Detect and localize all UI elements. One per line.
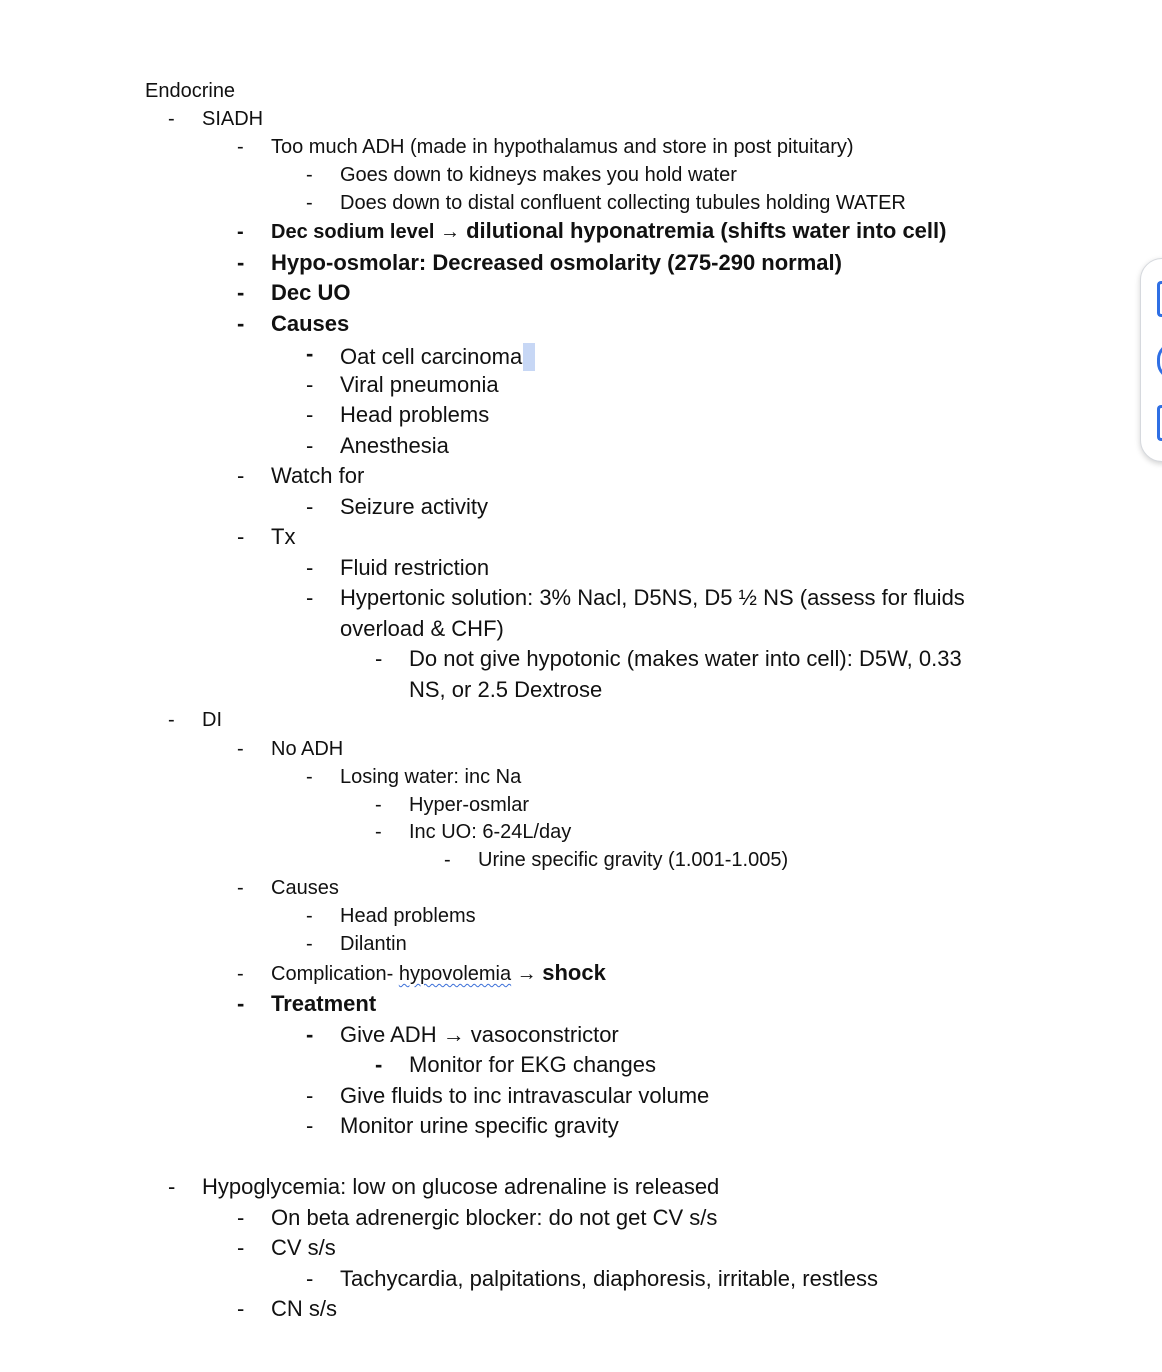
hypoglycemia-beta-blocker: On beta adrenergic blocker: do not get CV s/s: [271, 1205, 718, 1230]
bullet: -: [306, 164, 313, 186]
siadh-cause-item: Head problems: [340, 402, 490, 427]
siadh-watch-item: Seizure activity: [340, 494, 488, 519]
siadh-hypo-osmolar: Hypo-osmolar: Decreased osmolarity (275-290 normal): [271, 250, 842, 275]
bullet: -: [306, 1083, 314, 1108]
hypoglycemia-cn-label: CN s/s: [271, 1296, 337, 1321]
siadh-tx-fluid-restriction: Fluid restriction: [340, 555, 490, 580]
siadh-cause-item: Anesthesia: [340, 433, 449, 458]
siadh-watch-for-label: Watch for: [271, 463, 365, 488]
bullet: -: [237, 250, 245, 275]
bullet: -: [375, 646, 383, 671]
bullet: -: [237, 991, 245, 1016]
bullet: -: [306, 766, 313, 788]
bullet: -: [168, 108, 175, 130]
di-causes-label: Causes: [271, 877, 339, 899]
siadh-tx-label: Tx: [271, 524, 296, 549]
complication-bold: shock: [542, 960, 606, 985]
hypoglycemia-heading: Hypoglycemia: low on glucose adrenaline is released: [202, 1174, 720, 1199]
hypoglycemia-cv-label: CV s/s: [271, 1235, 336, 1260]
bullet: -: [375, 1052, 383, 1077]
di-inc-uo: Inc UO: 6-24L/day: [409, 821, 572, 843]
bullet: -: [168, 709, 175, 731]
complication-arrow: →: [511, 963, 543, 985]
add-comment-icon[interactable]: [1157, 281, 1162, 317]
di-heading: DI: [202, 709, 222, 731]
dec-sodium-suffix: dilutional hyponatremia (shifts water into cell): [459, 218, 947, 243]
siadh-tx-hypotonic-line1: Do not give hypotonic (makes water into cell): D5W, 0.33: [409, 646, 962, 671]
di-urine-sg: Urine specific gravity (1.001-1.005): [478, 849, 789, 871]
siadh-causes-label: Causes: [271, 311, 350, 336]
siadh-tx-hypertonic-line2: overload & CHF): [340, 616, 504, 641]
di-monitor-ekg: Monitor for EKG changes: [409, 1052, 657, 1077]
bullet: -: [237, 463, 245, 488]
siadh-cause-item: Viral pneumonia: [340, 372, 499, 397]
bullet: -: [306, 905, 313, 927]
di-complication: [271, 962, 606, 984]
bullet: -: [237, 963, 244, 985]
bullet: -: [306, 402, 314, 427]
siadh-dec-uo: Dec UO: [271, 280, 351, 305]
bullet: -: [237, 877, 244, 899]
bullet: -: [237, 1296, 245, 1321]
siadh-dec-sodium: [271, 220, 946, 242]
di-hyper-osmlar: Hyper-osmlar: [409, 794, 530, 816]
di-give-fluids: Give fluids to inc intravascular volume: [340, 1083, 710, 1108]
text-cursor-highlight: [523, 343, 535, 371]
siadh-tx-hypertonic-line1: Hypertonic solution: 3% Nacl, D5NS, D5 ½ NS (assess for fluids: [340, 585, 965, 610]
cause-text: Oat cell carcinoma: [340, 344, 523, 369]
bullet: -: [237, 280, 245, 305]
bullet: -: [444, 849, 451, 871]
spellcheck-word[interactable]: hypovolemia: [398, 963, 512, 985]
complication-prefix: Complication-: [271, 963, 399, 985]
bullet: -: [306, 372, 314, 397]
di-no-adh: No ADH: [271, 738, 344, 760]
di-losing-water: Losing water: inc Na: [340, 766, 522, 788]
emoji-icon[interactable]: [1157, 343, 1162, 379]
bullet: -: [306, 341, 314, 366]
di-treatment-label: Treatment: [271, 991, 377, 1016]
bullet: -: [306, 1022, 314, 1047]
siadh-too-much-adh: Too much ADH (made in hypothalamus and store in post pituitary): [271, 136, 854, 158]
di-monitor-urine: Monitor urine specific gravity: [340, 1113, 619, 1138]
bullet: -: [168, 1174, 176, 1199]
bullet: -: [237, 311, 245, 336]
floating-side-toolbar: [1140, 258, 1162, 462]
bullet: -: [375, 794, 382, 816]
bullet: -: [306, 1266, 314, 1291]
bullet: -: [306, 933, 313, 955]
bullet: -: [306, 192, 313, 214]
di-cause-item: Head problems: [340, 905, 476, 927]
siadh-cause-item: [340, 343, 535, 371]
bullet: -: [237, 136, 244, 158]
bullet: -: [375, 821, 382, 843]
bullet: -: [237, 221, 244, 243]
bullet: -: [237, 1205, 245, 1230]
siadh-heading: SIADH: [202, 108, 264, 130]
suggest-edit-icon[interactable]: [1157, 405, 1162, 441]
di-cause-item: Dilantin: [340, 933, 407, 955]
bullet: -: [306, 555, 314, 580]
siadh-tx-hypotonic-line2: NS, or 2.5 Dextrose: [409, 677, 603, 702]
bullet: -: [306, 1113, 314, 1138]
bullet: -: [306, 494, 314, 519]
bullet: -: [237, 524, 245, 549]
bullet: -: [306, 585, 314, 610]
bullet: -: [306, 433, 314, 458]
bullet: -: [237, 1235, 245, 1260]
siadh-kidneys-line: Goes down to kidneys makes you hold water: [340, 164, 737, 186]
hypoglycemia-cv-signs: Tachycardia, palpitations, diaphoresis, irritable, restless: [340, 1266, 879, 1291]
siadh-tubules-line: Does down to distal confluent collecting tubules holding WATER: [340, 192, 906, 214]
dec-sodium-prefix: Dec sodium level →: [271, 221, 460, 243]
bullet: -: [237, 738, 244, 760]
di-give-adh: Give ADH → vasoconstrictor: [340, 1022, 619, 1047]
doc-title: Endocrine: [145, 80, 236, 102]
